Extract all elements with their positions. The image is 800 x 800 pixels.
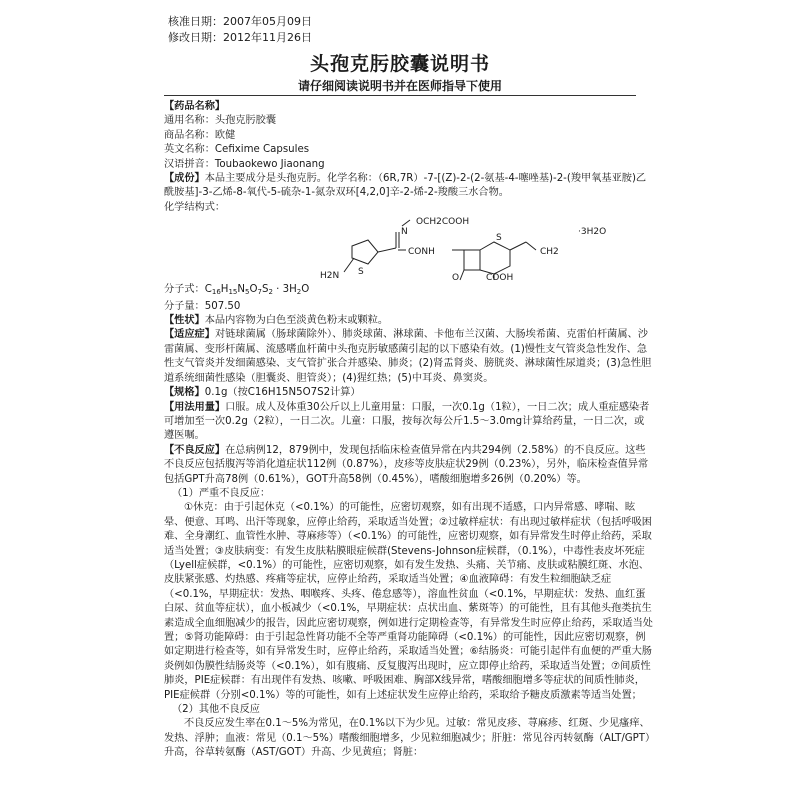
formula-label: 分子式： (164, 284, 205, 296)
structure-label: 化学结构式： (164, 201, 226, 213)
composition-text: 本品主要成分是头孢克肟。化学名称：（6R,7R）-7-[(Z)-2-(2-氨基-4-噻唑基)-2-(羧甲氧基亚胺)乙酰胺基]-3-乙烯-8-氧代-5-硫杂-1-氮杂双环[4,2,0]辛-2-烯-2-羧酸三水合物。 (164, 173, 647, 199)
hydrate-label: ·3H2O (578, 227, 607, 238)
thiazole-s-label: S (358, 267, 364, 278)
serious-reactions-header: （1）严重不良反应： (172, 487, 271, 499)
och2cooh-label: OCH2COOH (416, 217, 470, 228)
molecular-formula (164, 283, 654, 299)
indications-header: 【适应症】 (164, 329, 215, 341)
title-divider (164, 95, 636, 96)
formula-value: $C_{16}H_{15}N_5O_7S_2 \cdot 3H_2O$ (204, 284, 310, 297)
carbonyl-o-label: O (452, 273, 460, 283)
other-reactions-header: （2）其他不良反应 (172, 704, 260, 716)
spec-section (164, 386, 654, 400)
approval-date: 核准日期：2007年05月09日 (168, 15, 312, 28)
mw-value: 507.50 (204, 300, 241, 312)
spec-text: 0.1g（按C16H15N5O7S2计算） (204, 387, 361, 399)
usage-header: 【用法用量】 (164, 401, 226, 413)
document-title: 头孢克肟胶囊说明书 (309, 53, 490, 75)
document-dates (168, 14, 312, 46)
adverse-section (164, 444, 654, 487)
adverse-intro: 在总病例12，879例中，发现包括临床检查值异常在内共294例（2.58%）的不良反应。这些不良反应包括腹泻等消化道症状112例（0.87%），皮疹等皮肤症状29例（0.23%），另外，临床检查值异常包括GPT升高78例（0.61%），GOT升高58例（0.45%），嗜酸细胞增多26例（0.20%）等。 (164, 444, 649, 485)
h2n-label: H2N (320, 271, 340, 282)
english-name: 英文名称：Cefixime Capsules (164, 144, 310, 156)
usage-section (164, 401, 654, 444)
indications-section (164, 328, 654, 386)
composition-section (164, 172, 654, 201)
drug-name-header: 【药品名称】 (164, 101, 226, 112)
conh-label: CONH (408, 247, 435, 258)
pinyin-name: 汉语拼音：Toubaokewo Jiaonang (164, 158, 325, 170)
character-header: 【性状】 (164, 315, 205, 327)
ch2-label: CH2 (540, 247, 559, 258)
chemical-structure (164, 216, 654, 282)
cooh-label: COOH (486, 273, 514, 283)
revision-date: 修改日期：2012年11月26日 (168, 31, 312, 44)
character-text: 本品内容物为白色至淡黄色粉末或颗粒。 (204, 315, 389, 327)
serious-reactions-text: ①休克：由于引起休克（<0.1%）的可能性，应密切观察，如有出现不适感，口内异常感、哮喘、眩晕、便意、耳鸣、出汗等现象，应停止给药，采取适当处置；②过敏样症状：有出现过敏样症状（包括呼吸困难、全身潮红、血管性水肿、荨麻疹等）（<0.1%）的可能性，应密切观察，如有异常发生时停止给药，采取适当处置；③皮肤病变：有发生皮肤粘膜眼症候群(Stevens-Johnson症候群，（0.1%），中毒性表皮坏死症（Lyell症候群，<0.1%）的可能性，应密切观察，如有发生发热、头痛、关节痛、皮肤或粘膜红斑、水泡、皮肤紧张感、灼热感、疼痛等症状，应停止给药，采取适当处置；④血液障碍：有发生粒细胞缺乏症（<0.1%，早期症状：发热、咽喉疼、头疼、倦怠感等），溶血性贫血（<0.1%，早期症状：发热、血红蛋白尿、贫血等症状），血小板减少（<0.1%，早期症状：点状出血、紫斑等）的可能性，且有其他头孢类抗生素造成全血细胞减少的报告，因此应密切观察，例如进行定期检查等，有异常发生时应停止给药，采取适当处置；⑤肾功能障碍：由于引起急性肾功能不全等严重肾功能障碍（<0.1%）的可能性，因此应密切观察，例如定期进行检查等，如有异常发生时，应停止给药，采取适当处置；⑥结肠炎：可能引起伴有血便的严重大肠炎例如伪膜性结肠炎等（<0.1%），如有腹痛、反复腹泻出现时，应立即停止给药，采取适当处置；⑦间质性肺炎，PIE症候群：有出现伴有发热、咳嗽、呼吸困难、胸部X线异常，嗜酸细胞增多等症状的间质性肺炎，PIE症候群（分别<0.1%）等的可能性，如有上述症状发生应停止给药，采取给予糖皮质激素等适当处置； (164, 502, 653, 701)
composition-header: 【成份】 (164, 173, 205, 185)
leaflet-body (164, 100, 654, 761)
generic-name: 通用名称：头孢克肟胶囊 (164, 115, 277, 127)
indications-text: 对链球菌属（肠球菌除外）、肺炎球菌、淋球菌、卡他布兰汉菌、大肠埃希菌、克雷伯杆菌属、沙雷菌属、变形杆菌属、流感嗜血杆菌中头孢克肟敏感菌引起的以下感染有效。(1)慢性支气管炎急性发作、急性支气管炎并发细菌感染、支气管扩张合并感染、肺炎；(2)肾盂肾炎、膀胱炎、淋球菌性尿道炎；(3)急性胆道系统细菌性感染（胆囊炎、胆管炎）；(4)猩红热；(5)中耳炎、鼻窦炎。 (164, 329, 652, 384)
mw-label: 分子量： (164, 300, 205, 312)
molecular-weight (164, 300, 654, 314)
other-reactions-text: 不良反应发生率在0.1～5%为常见，在0.1%以下为少见。过敏：常见皮疹、荨麻疹、红斑、少见瘙痒、发热、浮肿；血液：常见（0.1～5%）嗜酸细胞增多，少见粒细胞减少；肝脏：常见谷丙转氨酶（ALT/GPT）升高，谷草转氨酶（AST/GOT）升高、少见黄疸；肾脏： (164, 718, 651, 759)
adverse-header: 【不良反应】 (164, 444, 226, 456)
trade-name: 商品名称：欧健 (164, 129, 236, 141)
document-subtitle: 请仔细阅读说明书并在医师指导下使用 (297, 79, 502, 93)
spec-header: 【规格】 (164, 387, 205, 399)
usage-text: 口服。成人及体重30公斤以上儿童用量：口服，一次0.1g（1粒），一日二次；成人重症感染者可增加至一次0.2g（2粒），一日二次。儿童：口服，按每次每公斤1.5～3.0mg计算给药量，一日二次，或遵医嘱。 (164, 401, 650, 442)
character-section (164, 314, 654, 328)
cefixime-structure-diagram (164, 216, 654, 282)
imine-n-label: N (401, 227, 408, 238)
ring-s-label: S (496, 233, 502, 244)
